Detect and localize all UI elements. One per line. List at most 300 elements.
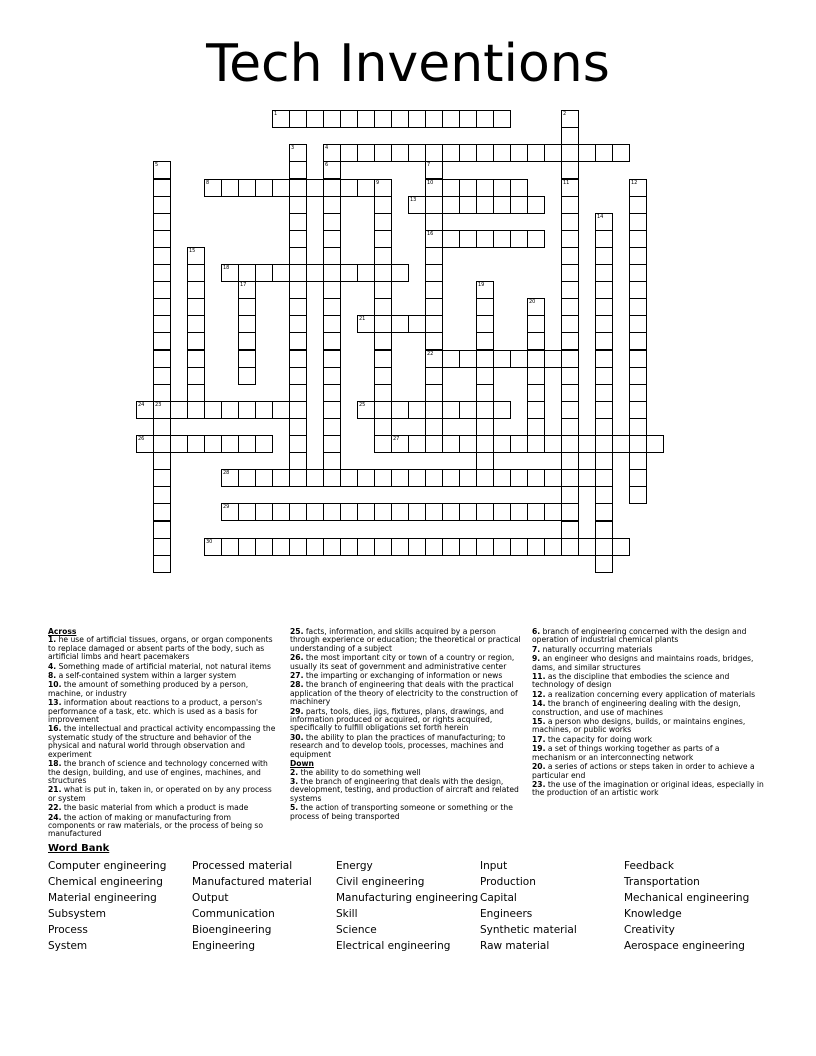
grid-cell[interactable] (493, 196, 511, 214)
grid-cell[interactable] (493, 144, 511, 162)
grid-cell[interactable] (595, 367, 613, 385)
grid-cell[interactable] (595, 315, 613, 333)
grid-cell[interactable] (476, 144, 494, 162)
grid-cell[interactable] (153, 367, 171, 385)
grid-cell[interactable] (476, 367, 494, 385)
grid-cell[interactable] (561, 469, 579, 487)
grid-cell[interactable] (153, 384, 171, 402)
grid-cell[interactable] (442, 538, 460, 556)
grid-cell[interactable] (425, 247, 443, 265)
grid-cell[interactable] (544, 538, 562, 556)
grid-cell[interactable] (595, 298, 613, 316)
grid-cell[interactable] (289, 350, 307, 368)
grid-cell[interactable] (425, 281, 443, 299)
grid-cell[interactable] (561, 401, 579, 419)
grid-cell[interactable] (459, 503, 477, 521)
grid-cell[interactable] (272, 179, 290, 197)
grid-cell[interactable] (527, 144, 545, 162)
grid-cell[interactable] (425, 315, 443, 333)
grid-cell[interactable] (374, 281, 392, 299)
grid-cell[interactable] (153, 503, 171, 521)
grid-cell[interactable] (476, 401, 494, 419)
grid-cell[interactable] (561, 230, 579, 248)
grid-cell[interactable] (340, 538, 358, 556)
grid-cell[interactable] (323, 230, 341, 248)
grid-cell[interactable] (289, 469, 307, 487)
grid-cell[interactable] (204, 435, 222, 453)
grid-cell[interactable] (459, 538, 477, 556)
grid-cell[interactable] (187, 435, 205, 453)
grid-cell[interactable] (357, 503, 375, 521)
grid-cell[interactable] (187, 298, 205, 316)
grid-cell[interactable] (153, 521, 171, 539)
grid-cell[interactable] (425, 503, 443, 521)
grid-cell[interactable] (595, 384, 613, 402)
grid-cell[interactable] (527, 469, 545, 487)
grid-cell[interactable] (476, 332, 494, 350)
grid-cell[interactable] (153, 213, 171, 231)
grid-cell[interactable] (153, 179, 171, 197)
grid-cell[interactable] (561, 213, 579, 231)
grid-cell[interactable] (238, 469, 256, 487)
grid-cell[interactable] (238, 264, 256, 282)
grid-cell[interactable] (442, 179, 460, 197)
grid-cell[interactable] (459, 435, 477, 453)
grid-cell[interactable] (493, 350, 511, 368)
grid-cell[interactable] (595, 401, 613, 419)
grid-cell[interactable] (561, 144, 579, 162)
grid-cell[interactable] (357, 538, 375, 556)
grid-cell[interactable] (153, 452, 171, 470)
grid-cell[interactable] (323, 401, 341, 419)
grid-cell[interactable] (153, 538, 171, 556)
grid-cell[interactable] (510, 179, 528, 197)
grid-cell[interactable] (544, 469, 562, 487)
grid-cell[interactable] (238, 401, 256, 419)
grid-cell[interactable] (595, 555, 613, 573)
grid-cell[interactable] (187, 264, 205, 282)
grid-cell[interactable] (425, 196, 443, 214)
grid-cell[interactable] (153, 230, 171, 248)
grid-cell[interactable] (527, 350, 545, 368)
grid-cell[interactable] (306, 469, 324, 487)
grid-cell[interactable] (476, 315, 494, 333)
grid-cell[interactable] (595, 350, 613, 368)
grid-cell[interactable] (442, 110, 460, 128)
grid-cell[interactable] (629, 298, 647, 316)
grid-cell[interactable] (629, 350, 647, 368)
grid-cell[interactable] (595, 230, 613, 248)
grid-cell[interactable] (408, 110, 426, 128)
grid-cell[interactable] (425, 469, 443, 487)
grid-cell[interactable] (527, 503, 545, 521)
grid-cell[interactable] (374, 332, 392, 350)
grid-cell[interactable] (561, 486, 579, 504)
grid-cell[interactable] (255, 264, 273, 282)
grid-cell[interactable] (357, 179, 375, 197)
grid-cell[interactable] (153, 196, 171, 214)
grid-cell[interactable] (493, 179, 511, 197)
grid-cell[interactable] (289, 384, 307, 402)
grid-cell[interactable] (459, 401, 477, 419)
grid-cell[interactable] (612, 144, 630, 162)
grid-cell[interactable] (459, 110, 477, 128)
grid-cell[interactable] (306, 110, 324, 128)
grid-cell[interactable] (323, 367, 341, 385)
grid-cell[interactable] (374, 247, 392, 265)
grid-cell[interactable] (425, 367, 443, 385)
grid-cell[interactable] (153, 469, 171, 487)
grid-cell[interactable] (425, 264, 443, 282)
grid-cell[interactable] (153, 350, 171, 368)
grid-cell[interactable] (238, 367, 256, 385)
grid-cell[interactable] (595, 281, 613, 299)
grid-cell[interactable] (408, 315, 426, 333)
grid-cell[interactable] (374, 538, 392, 556)
grid-cell[interactable] (391, 469, 409, 487)
grid-cell[interactable] (510, 503, 528, 521)
grid-cell[interactable] (323, 384, 341, 402)
grid-cell[interactable] (425, 538, 443, 556)
grid-cell[interactable] (323, 247, 341, 265)
grid-cell[interactable] (374, 196, 392, 214)
grid-cell[interactable] (391, 110, 409, 128)
grid-cell[interactable] (306, 264, 324, 282)
grid-cell[interactable] (374, 384, 392, 402)
grid-cell[interactable] (544, 144, 562, 162)
grid-cell[interactable] (340, 144, 358, 162)
grid-cell[interactable] (510, 230, 528, 248)
grid-cell[interactable] (272, 538, 290, 556)
grid-cell[interactable] (187, 315, 205, 333)
grid-cell[interactable] (357, 469, 375, 487)
grid-cell[interactable] (527, 435, 545, 453)
grid-cell[interactable] (289, 435, 307, 453)
grid-cell[interactable] (425, 418, 443, 436)
grid-cell[interactable] (289, 179, 307, 197)
grid-cell[interactable] (493, 401, 511, 419)
grid-cell[interactable] (561, 315, 579, 333)
grid-cell[interactable] (289, 281, 307, 299)
grid-cell[interactable] (187, 281, 205, 299)
grid-cell[interactable] (289, 315, 307, 333)
grid-cell[interactable] (561, 281, 579, 299)
grid-cell[interactable] (170, 401, 188, 419)
grid-cell[interactable] (510, 435, 528, 453)
grid-cell[interactable] (153, 332, 171, 350)
grid-cell[interactable] (595, 452, 613, 470)
grid-cell[interactable] (374, 298, 392, 316)
grid-cell[interactable] (289, 247, 307, 265)
grid-cell[interactable] (170, 435, 188, 453)
grid-cell[interactable] (255, 469, 273, 487)
grid-cell[interactable] (425, 384, 443, 402)
grid-cell[interactable] (612, 538, 630, 556)
grid-cell[interactable] (561, 161, 579, 179)
grid-cell[interactable] (459, 179, 477, 197)
grid-cell[interactable] (340, 264, 358, 282)
grid-cell[interactable] (442, 401, 460, 419)
grid-cell[interactable] (255, 401, 273, 419)
grid-cell[interactable] (153, 281, 171, 299)
grid-cell[interactable] (425, 213, 443, 231)
grid-cell[interactable] (425, 332, 443, 350)
grid-cell[interactable] (238, 350, 256, 368)
grid-cell[interactable] (476, 110, 494, 128)
grid-cell[interactable] (323, 179, 341, 197)
grid-cell[interactable] (629, 435, 647, 453)
grid-cell[interactable] (476, 230, 494, 248)
grid-cell[interactable] (340, 503, 358, 521)
grid-cell[interactable] (153, 418, 171, 436)
grid-cell[interactable] (289, 264, 307, 282)
grid-cell[interactable] (629, 315, 647, 333)
grid-cell[interactable] (493, 538, 511, 556)
grid-cell[interactable] (629, 264, 647, 282)
grid-cell[interactable] (476, 538, 494, 556)
grid-cell[interactable] (289, 401, 307, 419)
grid-cell[interactable] (408, 144, 426, 162)
grid-cell[interactable] (238, 435, 256, 453)
grid-cell[interactable] (374, 503, 392, 521)
grid-cell[interactable] (374, 213, 392, 231)
grid-cell[interactable] (629, 452, 647, 470)
grid-cell[interactable] (595, 264, 613, 282)
grid-cell[interactable] (289, 298, 307, 316)
grid-cell[interactable] (578, 144, 596, 162)
grid-cell[interactable] (442, 503, 460, 521)
grid-cell[interactable] (187, 367, 205, 385)
grid-cell[interactable] (306, 503, 324, 521)
grid-cell[interactable] (510, 350, 528, 368)
grid-cell[interactable] (527, 196, 545, 214)
grid-cell[interactable] (340, 469, 358, 487)
grid-cell[interactable] (425, 401, 443, 419)
grid-cell[interactable] (459, 230, 477, 248)
grid-cell[interactable] (374, 367, 392, 385)
grid-cell[interactable] (476, 384, 494, 402)
grid-cell[interactable] (323, 298, 341, 316)
grid-cell[interactable] (408, 469, 426, 487)
grid-cell[interactable] (153, 315, 171, 333)
grid-cell[interactable] (629, 332, 647, 350)
grid-cell[interactable] (408, 538, 426, 556)
grid-cell[interactable] (442, 230, 460, 248)
grid-cell[interactable] (629, 384, 647, 402)
grid-cell[interactable] (374, 401, 392, 419)
grid-cell[interactable] (323, 196, 341, 214)
grid-cell[interactable] (595, 418, 613, 436)
grid-cell[interactable] (323, 350, 341, 368)
grid-cell[interactable] (527, 230, 545, 248)
grid-cell[interactable] (629, 281, 647, 299)
grid-cell[interactable] (357, 110, 375, 128)
grid-cell[interactable] (595, 538, 613, 556)
grid-cell[interactable] (323, 315, 341, 333)
grid-cell[interactable] (629, 401, 647, 419)
grid-cell[interactable] (493, 110, 511, 128)
grid-cell[interactable] (629, 367, 647, 385)
grid-cell[interactable] (442, 144, 460, 162)
grid-cell[interactable] (153, 247, 171, 265)
grid-cell[interactable] (323, 469, 341, 487)
grid-cell[interactable] (374, 144, 392, 162)
grid-cell[interactable] (153, 264, 171, 282)
grid-cell[interactable] (493, 230, 511, 248)
grid-cell[interactable] (289, 367, 307, 385)
grid-cell[interactable] (561, 247, 579, 265)
grid-cell[interactable] (476, 435, 494, 453)
grid-cell[interactable] (493, 503, 511, 521)
grid-cell[interactable] (289, 196, 307, 214)
grid-cell[interactable] (289, 213, 307, 231)
grid-cell[interactable] (561, 196, 579, 214)
grid-cell[interactable] (391, 401, 409, 419)
grid-cell[interactable] (323, 110, 341, 128)
grid-cell[interactable] (357, 264, 375, 282)
grid-cell[interactable] (459, 350, 477, 368)
grid-cell[interactable] (476, 350, 494, 368)
grid-cell[interactable] (340, 110, 358, 128)
grid-cell[interactable] (272, 401, 290, 419)
grid-cell[interactable] (561, 332, 579, 350)
grid-cell[interactable] (323, 538, 341, 556)
grid-cell[interactable] (306, 538, 324, 556)
grid-cell[interactable] (629, 247, 647, 265)
grid-cell[interactable] (391, 144, 409, 162)
grid-cell[interactable] (629, 486, 647, 504)
grid-cell[interactable] (238, 179, 256, 197)
grid-cell[interactable] (323, 213, 341, 231)
grid-cell[interactable] (255, 538, 273, 556)
grid-cell[interactable] (153, 298, 171, 316)
grid-cell[interactable] (561, 298, 579, 316)
grid-cell[interactable] (187, 332, 205, 350)
grid-cell[interactable] (578, 538, 596, 556)
grid-cell[interactable] (459, 469, 477, 487)
grid-cell[interactable] (391, 503, 409, 521)
grid-cell[interactable] (374, 110, 392, 128)
grid-cell[interactable] (187, 350, 205, 368)
grid-cell[interactable] (629, 418, 647, 436)
grid-cell[interactable] (510, 196, 528, 214)
grid-cell[interactable] (510, 144, 528, 162)
grid-cell[interactable] (527, 367, 545, 385)
grid-cell[interactable] (561, 350, 579, 368)
grid-cell[interactable] (476, 179, 494, 197)
grid-cell[interactable] (476, 452, 494, 470)
grid-cell[interactable] (459, 144, 477, 162)
grid-cell[interactable] (629, 213, 647, 231)
grid-cell[interactable] (561, 435, 579, 453)
grid-cell[interactable] (527, 332, 545, 350)
grid-cell[interactable] (578, 469, 596, 487)
grid-cell[interactable] (221, 401, 239, 419)
grid-cell[interactable] (595, 469, 613, 487)
grid-cell[interactable] (289, 110, 307, 128)
grid-cell[interactable] (442, 469, 460, 487)
grid-cell[interactable] (544, 503, 562, 521)
grid-cell[interactable] (595, 332, 613, 350)
grid-cell[interactable] (561, 503, 579, 521)
grid-cell[interactable] (289, 332, 307, 350)
grid-cell[interactable] (289, 503, 307, 521)
grid-cell[interactable] (323, 452, 341, 470)
grid-cell[interactable] (153, 435, 171, 453)
grid-cell[interactable] (510, 469, 528, 487)
grid-cell[interactable] (323, 281, 341, 299)
grid-cell[interactable] (408, 401, 426, 419)
grid-cell[interactable] (408, 435, 426, 453)
grid-cell[interactable] (391, 315, 409, 333)
grid-cell[interactable] (221, 179, 239, 197)
grid-cell[interactable] (544, 350, 562, 368)
grid-cell[interactable] (476, 503, 494, 521)
grid-cell[interactable] (476, 418, 494, 436)
grid-cell[interactable] (595, 247, 613, 265)
grid-cell[interactable] (476, 298, 494, 316)
grid-cell[interactable] (527, 538, 545, 556)
grid-cell[interactable] (374, 264, 392, 282)
grid-cell[interactable] (391, 264, 409, 282)
grid-cell[interactable] (612, 435, 630, 453)
grid-cell[interactable] (374, 435, 392, 453)
grid-cell[interactable] (221, 538, 239, 556)
grid-cell[interactable] (425, 144, 443, 162)
grid-cell[interactable] (323, 332, 341, 350)
grid-cell[interactable] (493, 469, 511, 487)
grid-cell[interactable] (425, 298, 443, 316)
grid-cell[interactable] (221, 435, 239, 453)
grid-cell[interactable] (476, 196, 494, 214)
grid-cell[interactable] (340, 179, 358, 197)
grid-cell[interactable] (255, 435, 273, 453)
grid-cell[interactable] (527, 315, 545, 333)
grid-cell[interactable] (578, 435, 596, 453)
grid-cell[interactable] (187, 384, 205, 402)
grid-cell[interactable] (357, 144, 375, 162)
grid-cell[interactable] (289, 161, 307, 179)
grid-cell[interactable] (204, 401, 222, 419)
grid-cell[interactable] (238, 538, 256, 556)
grid-cell[interactable] (442, 435, 460, 453)
grid-cell[interactable] (544, 435, 562, 453)
grid-cell[interactable] (374, 469, 392, 487)
grid-cell[interactable] (629, 196, 647, 214)
grid-cell[interactable] (272, 264, 290, 282)
grid-cell[interactable] (425, 110, 443, 128)
grid-cell[interactable] (374, 315, 392, 333)
grid-cell[interactable] (561, 418, 579, 436)
grid-cell[interactable] (527, 384, 545, 402)
grid-cell[interactable] (323, 264, 341, 282)
grid-cell[interactable] (187, 401, 205, 419)
grid-cell[interactable] (153, 555, 171, 573)
grid-cell[interactable] (629, 469, 647, 487)
grid-cell[interactable] (255, 179, 273, 197)
grid-cell[interactable] (595, 144, 613, 162)
grid-cell[interactable] (561, 521, 579, 539)
grid-cell[interactable] (527, 418, 545, 436)
grid-cell[interactable] (374, 418, 392, 436)
grid-cell[interactable] (595, 521, 613, 539)
grid-cell[interactable] (595, 435, 613, 453)
grid-cell[interactable] (306, 179, 324, 197)
grid-cell[interactable] (289, 538, 307, 556)
grid-cell[interactable] (425, 435, 443, 453)
grid-cell[interactable] (442, 350, 460, 368)
grid-cell[interactable] (493, 435, 511, 453)
